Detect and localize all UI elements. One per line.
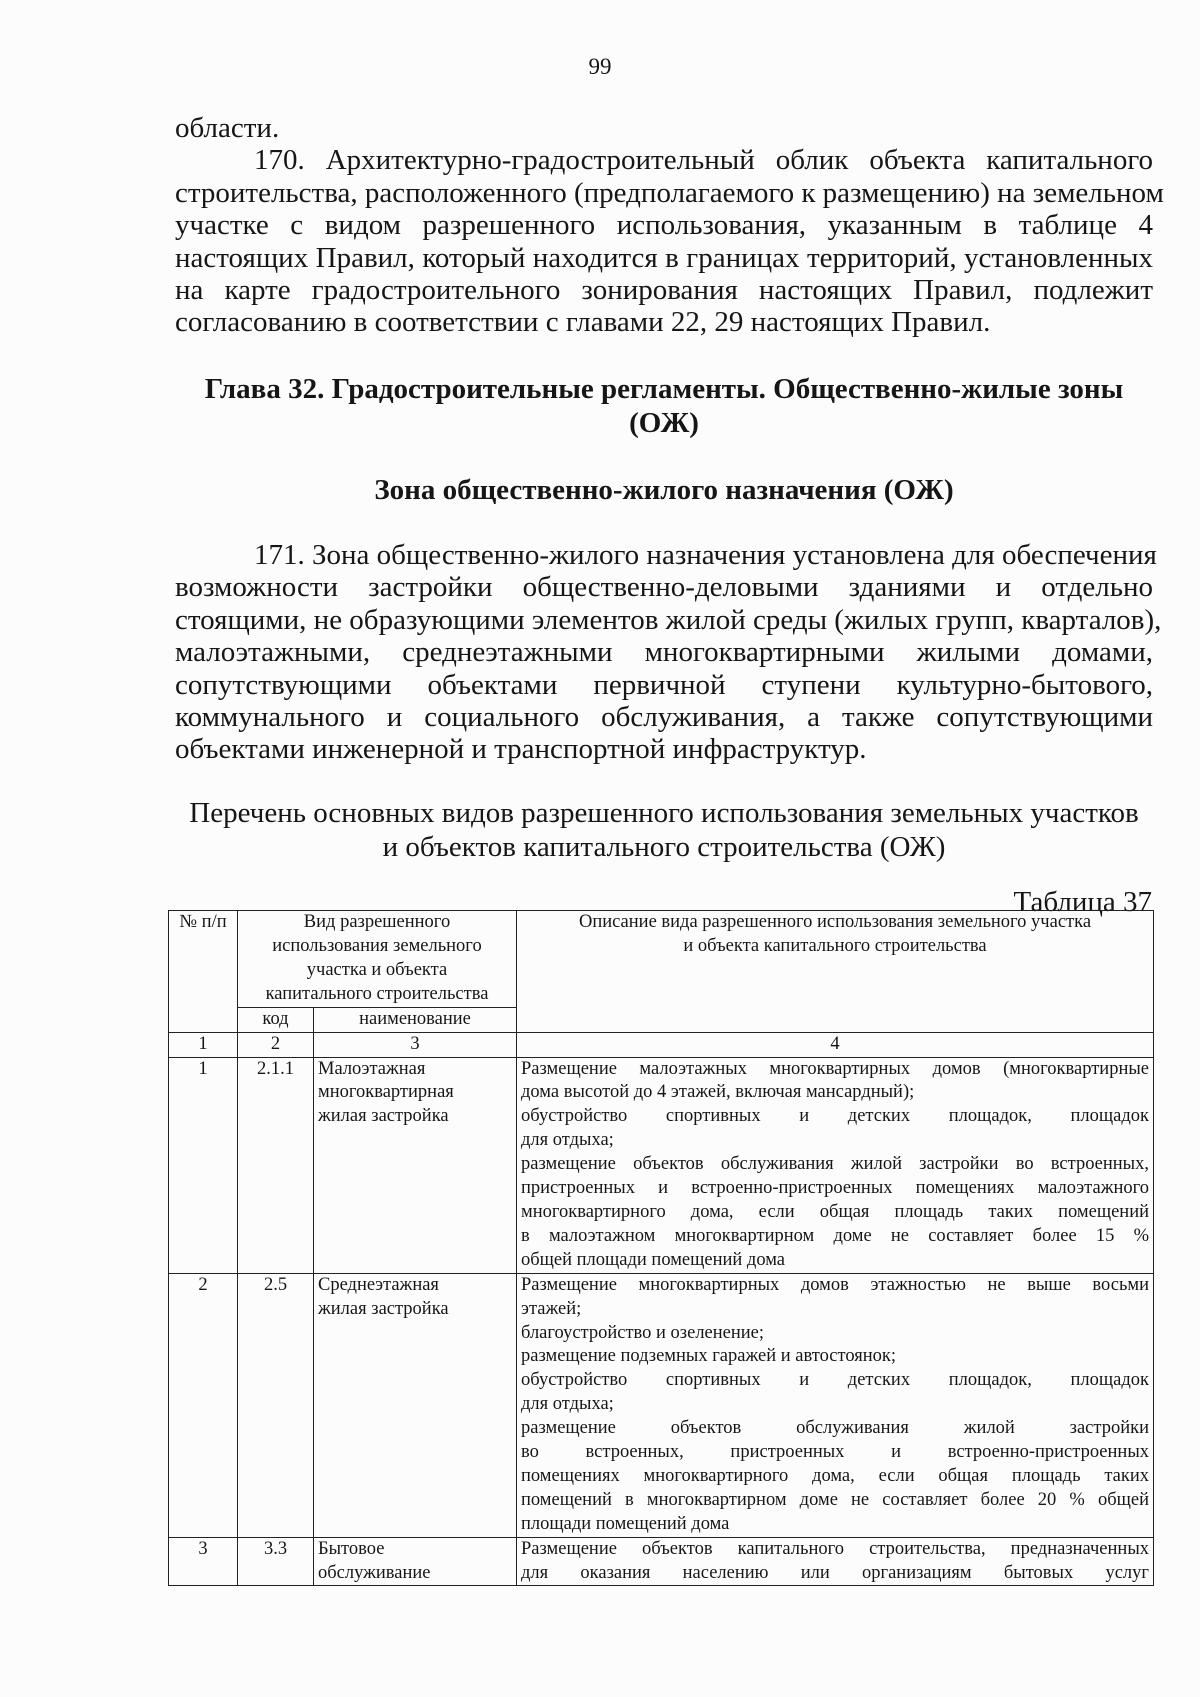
intro-paragraph: [175, 112, 1164, 339]
col-number: 1: [169, 1032, 238, 1057]
desc-line: для отдыха;: [521, 1394, 614, 1415]
chapter-heading: [175, 372, 1153, 440]
desc-line: размещение объектов обслуживания жилой застройки: [521, 1418, 1149, 1439]
desc-line: многоквартирного дома, если общая площадь таких помещений: [521, 1201, 1149, 1222]
table-row: [169, 1273, 1154, 1537]
col-number: 4: [517, 1032, 1154, 1057]
column-number-row: [169, 1032, 1154, 1057]
desc-line: обустройство спортивных и детских площадок, площадок: [521, 1106, 1149, 1127]
row-name: [314, 1057, 517, 1273]
text-line: объектами инженерной и транспортной инфраструктур.: [175, 733, 867, 766]
desc-line: общей площади помещений дома: [521, 1249, 786, 1270]
row-code: 2.5: [238, 1273, 314, 1537]
text-line: настоящих Правил, который находится в границах территорий, установленных: [175, 241, 1153, 274]
list-title: [175, 796, 1153, 864]
desc-line: Размещение малоэтажных многоквартирных домов (многоквартирные: [521, 1058, 1149, 1079]
row-name-line: Среднеэтажная: [318, 1274, 439, 1295]
list-title-line: и объектов капитального строительства (ОЖ): [382, 831, 946, 863]
row-name-line: обслуживание: [318, 1562, 431, 1583]
table-row: [169, 1537, 1154, 1586]
desc-line: во встроенных, пристроенных и встроенно-пристроенных: [521, 1442, 1149, 1463]
desc-line: размещение объектов обслуживания жилой застройки во встроенных,: [521, 1154, 1149, 1175]
desc-line: пристроенных и встроенно-пристроенных помещениях малоэтажного: [521, 1178, 1149, 1199]
row-description: [517, 1537, 1154, 1586]
text-line: малоэтажными, среднеэтажными многоквартирными жилыми домами,: [175, 636, 1153, 669]
row-num: 2: [169, 1273, 238, 1537]
text-line: стоящими, не образующими элементов жилой среды (жилых групп, кварталов),: [175, 603, 1162, 636]
col-number: 3: [314, 1032, 517, 1057]
table-header-row: [169, 911, 1154, 1008]
text-line: сопутствующими объектами первичной ступени культурно-бытового,: [175, 668, 1153, 701]
regulations-table: [168, 910, 1154, 1586]
text-line: согласованию в соответствии с главами 22, 29 настоящих Правил.: [175, 306, 991, 339]
header-desc: [517, 911, 1154, 1033]
header-code: код: [238, 1007, 314, 1032]
header-kind-line: капитального строительства: [265, 983, 489, 1004]
desc-line: благоустройство и озеленение;: [521, 1322, 765, 1343]
header-desc-line: Описание вида разрешенного использования земельного участка: [578, 912, 1092, 932]
header-kind: [238, 911, 517, 1008]
desc-line: помещениях многоквартирного дома, если общая площадь таких: [521, 1465, 1149, 1486]
chapter-heading-line: Глава 32. Градостроительные регламенты. Общественно-жилые зоны: [204, 373, 1124, 405]
desc-line: Размещение многоквартирных домов этажностью не выше восьми: [521, 1274, 1149, 1295]
header-kind-line: участка и объекта: [306, 959, 448, 980]
desc-line: Размещение объектов капитального строительства, предназначенных: [521, 1538, 1149, 1559]
desc-line: помещений в многоквартирном доме не составляет более 20 % общей: [521, 1489, 1149, 1510]
row-name-line: Малоэтажная: [318, 1058, 426, 1079]
table-label: Таблица 37: [1013, 886, 1152, 918]
desc-line: размещение подземных гаражей и автостоянок;: [521, 1346, 897, 1367]
desc-line: для отдыха;: [521, 1130, 614, 1151]
list-title-line: Перечень основных видов разрешенного использования земельных участков: [189, 797, 1139, 829]
text-line: области.: [175, 112, 280, 144]
row-code: 2.1.1: [238, 1057, 314, 1273]
chapter-heading-line: (ОЖ): [629, 407, 699, 439]
text-line: коммунального и социального обслуживания, а также сопутствующими: [175, 700, 1153, 733]
paragraph-171: [175, 539, 1162, 766]
row-name-line: жилая застройка: [318, 1106, 449, 1127]
row-name: [314, 1537, 517, 1586]
desc-line: обустройство спортивных и детских площадок, площадок: [521, 1370, 1149, 1391]
header-num: [169, 911, 238, 1033]
text-line: на карте градостроительного зонирования настоящих Правил, подлежит: [175, 273, 1153, 306]
text-line: строительства, расположенного (предполагаемого к размещению) на земельном: [175, 176, 1164, 209]
zone-heading: Зона общественно-жилого назначения (ОЖ): [374, 474, 954, 506]
row-description: [517, 1057, 1154, 1273]
row-name: [314, 1273, 517, 1537]
desc-line: этажей;: [521, 1298, 582, 1319]
header-name: наименование: [314, 1007, 517, 1032]
row-code: 3.3: [238, 1537, 314, 1586]
table-row: [169, 1057, 1154, 1273]
header-desc-line: и объекта капитального строительства: [683, 935, 987, 956]
header-kind-line: Вид разрешенного: [303, 912, 451, 932]
page-number: 99: [588, 54, 612, 79]
row-name-line: жилая застройка: [318, 1298, 449, 1319]
desc-line: для оказания населению или организациям бытовых услуг: [521, 1562, 1149, 1583]
header-kind-line: использования земельного: [272, 935, 482, 956]
text-line: участке с видом разрешенного использования, указанным в таблице 4: [175, 209, 1153, 242]
desc-line: дома высотой до 4 этажей, включая мансардный);: [521, 1082, 915, 1103]
row-name-line: Бытовое: [318, 1538, 385, 1559]
row-num: 3: [169, 1537, 238, 1586]
text-line: 170. Архитектурно-градостроительный облик объекта капитального: [254, 144, 1153, 177]
text-line: 171. Зона общественно-жилого назначения установлена для обеспечения: [254, 539, 1157, 571]
text-line: возможности застройки общественно-деловыми зданиями и отдельно: [175, 571, 1153, 604]
desc-line: в малоэтажном многоквартирном доме не составляет более 15 %: [521, 1225, 1149, 1246]
desc-line: площади помещений дома: [521, 1513, 730, 1534]
col-number: 2: [238, 1032, 314, 1057]
row-num: 1: [169, 1057, 238, 1273]
row-description: [517, 1273, 1154, 1537]
header-num-text: № п/п: [179, 912, 227, 932]
row-name-line: многоквартирная: [318, 1082, 454, 1103]
